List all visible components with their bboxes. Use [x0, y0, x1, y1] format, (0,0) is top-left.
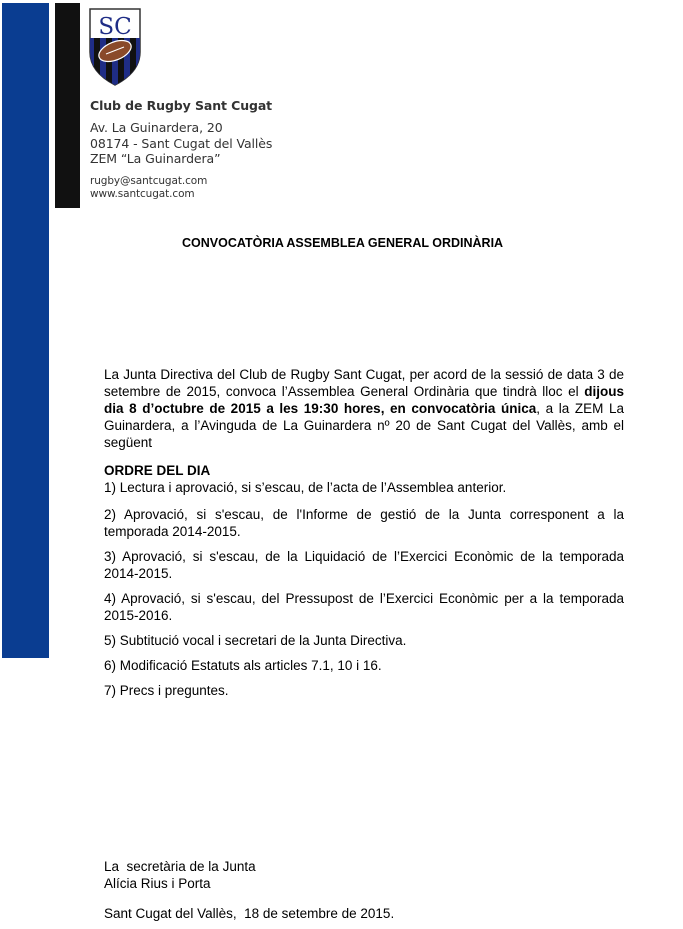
place-date: Sant Cugat del Vallès, 18 de setembre de 2015.	[104, 906, 395, 921]
club-website: www.santcugat.com	[90, 188, 195, 200]
club-address	[90, 120, 272, 167]
intro-text: La Junta Directiva del Club de Rugby Sant Cugat, per acord de la sessió de data 3 de setembre de 2015, convoca l’Assemblea General Ordinària que tindrà lloc el	[104, 367, 624, 399]
document-title: CONVOCATÒRIA ASSEMBLEA GENERAL ORDINÀRIA	[182, 236, 504, 250]
club-contact	[90, 175, 272, 202]
agenda-item: 5) Subtitució vocal i secretari de la Junta Directiva.	[104, 633, 407, 648]
address-line: Av. La Guinardera, 20	[90, 120, 223, 135]
club-logo	[88, 8, 142, 86]
black-margin-bar	[55, 3, 80, 208]
club-name: Club de Rugby Sant Cugat	[90, 98, 273, 113]
address-line: ZEM “La Guinardera”	[90, 151, 221, 166]
signature-name: Alícia Rius i Porta	[104, 875, 211, 891]
document-body	[104, 366, 624, 707]
intro-paragraph	[104, 366, 624, 451]
signature-role: La secretària de la Junta	[104, 859, 256, 874]
blue-margin-bar	[2, 3, 49, 658]
logo-text: SC	[98, 14, 132, 40]
agenda-item: 4) Aprovació, si s'escau, del Pressupost de l’Exercici Econòmic per a la temporada 2015-2016.	[104, 591, 624, 623]
agenda-item: 2) Aprovació, si s'escau, de l'Informe de gestió de la Junta corresponent a la temporada 2014-2015.	[104, 507, 624, 539]
signature-block	[104, 859, 256, 892]
intro-text-end: , a la ZEM La Guinardera, a l’Avinguda de La Guinardera nº 20 de Sant Cugat del Vallès, amb el següent	[104, 401, 624, 450]
club-email: rugby@santcugat.com	[90, 174, 208, 187]
agenda-item: 3) Aprovació, si s'escau, de la Liquidació de l’Exercici Econòmic de la temporada 2014-2015.	[104, 549, 624, 581]
agenda-item: 1) Lectura i aprovació, si s’escau, de l’acta de l’Assemblea anterior.	[104, 480, 507, 495]
agenda-item: 6) Modificació Estatuts als articles 7.1, 10 i 16.	[104, 658, 382, 673]
intro-bold-text: dijous dia 8 d’octubre de 2015 a les 19:30 hores, en convocatòria única	[104, 384, 624, 416]
agenda-item: 7) Precs i preguntes.	[104, 683, 229, 698]
agenda-list	[104, 479, 624, 699]
agenda-title: ORDRE DEL DIA	[104, 463, 211, 478]
letterhead	[90, 98, 272, 202]
address-line: 08174 - Sant Cugat del Vallès	[90, 135, 273, 151]
